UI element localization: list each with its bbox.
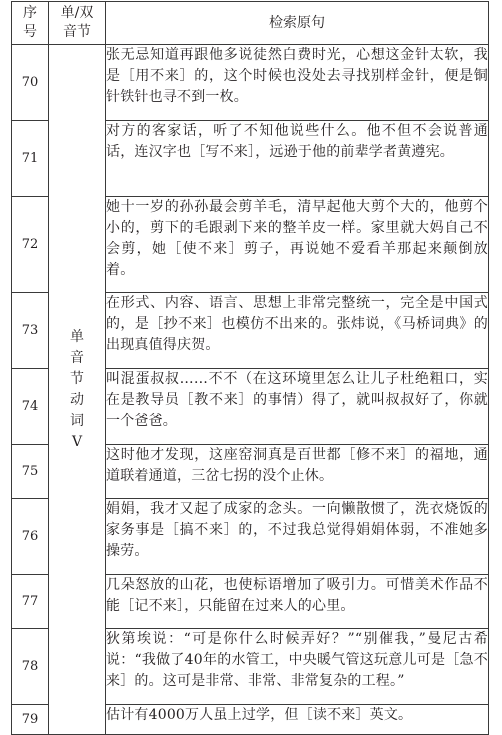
row-number: 71	[12, 121, 49, 197]
row-number: 72	[12, 197, 49, 293]
row-number: 73	[12, 293, 49, 369]
row-number: 75	[12, 445, 49, 499]
row-number: 74	[12, 369, 49, 445]
row-sentence: 娟娟，我才又起了成家的念头。一向懒散惯了，洗衣烧饭的家务事是［搞不来］的，不过我总觉得娟娟体弱，不准她多操劳。	[106, 499, 489, 575]
row-number: 77	[12, 575, 49, 629]
row-sentence: 叫混蛋叔叔……不不（在这环境里怎么让儿子杜绝粗口，实在是教导员［教不来］的事情）得了，就叫叔叔好了，你就一个爸爸。	[106, 369, 489, 445]
header-type: 单/双音节	[49, 2, 106, 45]
row-number: 79	[12, 705, 49, 735]
row-sentence: 在形式、内容、语言、思想上非常完整统一，完全是中国式的，是［抄不来］也模仿不出来的。张炜说，《马桥词典》的出现真值得庆贺。	[106, 293, 489, 369]
row-number: 76	[12, 499, 49, 575]
category-label: 单音节动词V	[70, 328, 84, 450]
row-sentence: 她十一岁的孙孙最会剪羊毛，清早起他大剪个大的，他剪个小的，剪下的毛跟剥下来的整羊皮一样。家里就大妈自己不会剪，她［使不来］剪子，再说她不爱看羊那起来颠倒放着。	[106, 197, 489, 293]
row-sentence: 估计有4000万人虽上过学，但［读不来］英文。	[106, 705, 489, 735]
row-sentence: 几朵怒放的山花，也使标语增加了吸引力。可惜美术作品不能［记不来］，只能留在过来人的心里。	[106, 575, 489, 629]
row-sentence: 张无忌知道再跟他多说徒然白费时光，心想这金针太软，我是［用不来］的，这个时候也没处去寻找别样金针，便是铜针铁针也寻不到一枚。	[106, 45, 489, 121]
row-sentence: 对方的客家话，听了不知他说些什么。他不但不会说普通话，连汉字也［写不来］，远逊于他的前辈学者黄遵宪。	[106, 121, 489, 197]
row-number: 70	[12, 45, 49, 121]
row-sentence: 这时他才发现，这座窑洞真是百世都［修不来］的福地，通道联着通道，三岔七拐的没个止休。	[106, 445, 489, 499]
header-seq: 序号	[12, 2, 49, 45]
corpus-table	[11, 1, 489, 735]
row-sentence: 狄第埃说：“可是你什么时候弄好？”“别催我，”曼尼古希说：“我做了40年的水管工，中央暖气管这玩意儿可是［急不来］的。这可是非常、非常、非常复杂的工程。”	[106, 629, 489, 705]
row-number: 78	[12, 629, 49, 705]
category-cell	[49, 45, 106, 735]
header-text: 检索原句	[106, 2, 489, 45]
table-row	[12, 45, 489, 121]
table-header-row	[12, 2, 489, 45]
